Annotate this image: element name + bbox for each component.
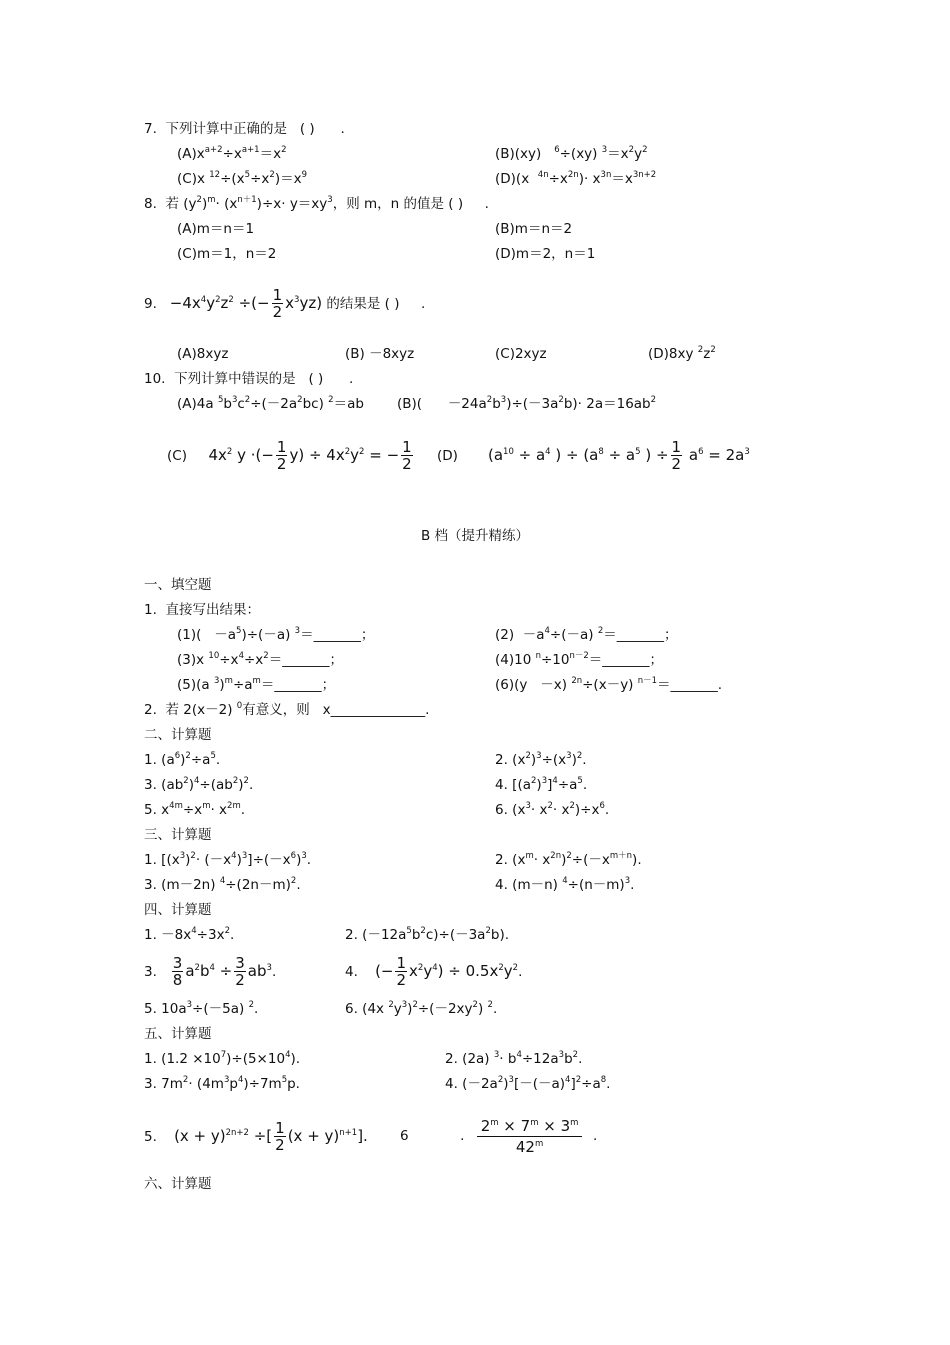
- fraction: $\frac{1}{2}$: [276, 438, 287, 473]
- fraction: $\frac{2^m \times 7^m \times 3^m}{42^m}$: [477, 1116, 583, 1157]
- q10-option-d: (D) ($a^{10} \div a^4$ ) ÷ ($a^8 \div a^5$ ) ÷ $\frac{1}{2}$ $a^6 = 2a^3$: [437, 438, 750, 473]
- s4-q2: 2. $(-12a^5b^2c)\div(-3a^2b)$.: [345, 926, 510, 943]
- s5-q1: 1. $(1.2 \times 10^7)\div(5\times 10^4)$.: [144, 1050, 301, 1067]
- s1-item-6: (6)(y －x) $^{2n}$÷(x－y) $^{n-1}$＝_______.: [495, 676, 723, 693]
- q7-option-a: $(A)x^{a+2}\div x^{a+1}=x^2$: [177, 145, 287, 162]
- q7-option-b: (B)(xy) $^6$÷(xy) $^3=x^2y^2$: [495, 145, 648, 162]
- s5-q2: 2. (2a) $^3\cdot b^4\div 12a^3b^2$.: [445, 1050, 583, 1067]
- q10-option-a: (A)4a $^5b^3c^2\div(-2a^2bc)$ $^2$＝ab: [177, 395, 364, 412]
- fraction: $\frac{3}{8}$: [172, 954, 183, 989]
- s1-item-3: (3)x $^{10}\div x^4\div x^2=\_\_\_\_\_\_\_$；: [177, 651, 343, 668]
- q9-option-a: (A)8xyz: [177, 346, 229, 362]
- s4-q3: 3. $\frac{3}{8}$ $a^2b^4$ ÷ $\frac{3}{2}$ $ab^3$.: [144, 954, 277, 989]
- s1-item-4: (4)10 $^n\div 10^{n-2}=\_\_\_\_\_\_\_$；: [495, 651, 664, 668]
- fraction: $\frac{1}{2}$: [275, 1119, 285, 1154]
- q7-option-c: (C)x $^{12}\div(x^5\div x^2)=x^9$: [177, 170, 307, 187]
- s6-title: 六、计算题: [144, 1176, 212, 1192]
- q8-option-a: (A)m＝n＝1: [177, 221, 255, 237]
- s4-title: 四、计算题: [144, 902, 212, 918]
- s5-title: 五、计算题: [144, 1026, 212, 1042]
- s3-q4: 4. (m－n) $^4\div(n-m)^3$.: [495, 876, 635, 893]
- s3-q2: 2. $(x^m\cdot x^{2n})^2\div(-x^{m+n})$.: [495, 851, 642, 868]
- s1-item-1: (1)( $-a^5)\div(-a)$ $^3$＝_______；: [177, 626, 375, 643]
- s1-q1-stem: 1. 直接写出结果：: [144, 602, 260, 618]
- s5-q6: 6 . $\frac{2^m \times 7^m \times 3^m}{42^m}$ .: [400, 1116, 598, 1156]
- s5-q4: 4. $(-2a^2)^3[-(-a)^4]^2\div a^8$.: [445, 1075, 611, 1092]
- s2-q2: 2. $(x^2)^3\div(x^3)^2$.: [495, 751, 587, 768]
- s4-q5: 5. $10a^3\div(-5a)$ $^2$.: [144, 1000, 259, 1017]
- fraction: $\frac{1}{2}$: [396, 954, 407, 989]
- q7-stem: 7. 下列计算中正确的是 ( ) .: [144, 121, 345, 137]
- s1-q2: 2. 若 2(x－2) $^0$有意义，则 x______________.: [144, 701, 430, 718]
- s3-title: 三、计算题: [144, 827, 212, 843]
- s2-q1: 1. $(a^6)^2\div a^5$.: [144, 751, 221, 768]
- q9-stem: 9. $-4x^4y^2z^2$ ÷(− $\frac{1}{2}$ $x^3yz$) 的结果是 ( ) .: [144, 286, 426, 321]
- q7-option-d: (D)(x $^{4n}\div x^{2n})\cdot x^{3n}=x^{3n+2}$: [495, 170, 657, 187]
- q9-option-c: (C)2xyz: [495, 346, 547, 362]
- q10-option-b: (B)( $-24a^2b^3)\div(-3a^2b)\cdot 2a=16ab^2$: [397, 395, 657, 412]
- s4-q4: 4. (− $\frac{1}{2}$ $x^2y^4) \div 0.5x^2y^2$.: [345, 954, 523, 989]
- s5-q5: 5. $(x + y)^{2n+2}$ ÷[ $\frac{1}{2}$ $(x + y)^{n+1}$].: [144, 1119, 368, 1154]
- q8-option-d: (D)m＝2，n＝1: [495, 246, 596, 262]
- q9-option-b: (B) －8xyz: [345, 346, 415, 362]
- q10-option-c: (C) $4x^2$ y ·(− $\frac{1}{2}$ $y) \div 4x^2y^2$ = − $\frac{1}{2}$: [167, 438, 412, 473]
- fraction: $\frac{1}{2}$: [402, 438, 412, 473]
- s2-q5: 5. $x^{4m}\div x^m\cdot x^{2m}$.: [144, 801, 246, 818]
- s5-q3: 3. $7m^2\cdot (4m^3p^4)\div 7m^5p$.: [144, 1075, 300, 1092]
- q8-stem: 8. 若 $(y^2)^m\cdot (x^{n+1})\div x\cdot y=xy^3$，则 m，n 的值是 ( ) .: [144, 195, 489, 212]
- s1-title: 一、填空题: [144, 577, 212, 593]
- s2-title: 二、计算题: [144, 727, 212, 743]
- q9-option-d: (D)8xy $^2z^2$: [648, 345, 716, 362]
- section-title-b: B 档（提升精练）: [420, 528, 530, 544]
- fraction: $\frac{1}{2}$: [272, 286, 283, 321]
- q8-option-b: (B)m＝n＝2: [495, 221, 573, 237]
- fraction: $\frac{1}{2}$: [671, 438, 682, 473]
- q8-option-c: (C)m＝1，n＝2: [177, 246, 277, 262]
- s1-item-2: $(2) -a^4\div(-a)$ $^2$＝_______；: [495, 626, 678, 643]
- q9-expression: $-4x^4y^2z^2$ ÷(− $\frac{1}{2}$ $x^3yz$): [169, 286, 323, 321]
- s4-q1: 1. $-8x^4\div 3x^2$.: [144, 926, 235, 943]
- fraction: $\frac{3}{2}$: [235, 954, 245, 989]
- s1-item-5: (5)(a $^3)^m\div a^m=\_\_\_\_\_\_\_$；: [177, 676, 336, 693]
- s2-q4: 4. $[(a^2)^3]^4\div a^5$.: [495, 776, 588, 793]
- s2-q6: 6. $(x^3\cdot x^2\cdot x^2)\div x^6$.: [495, 801, 610, 818]
- s2-q3: 3. $(ab^2)^4\div(ab^2)^2$.: [144, 776, 254, 793]
- s3-q1: 1. $[(x^3)^2\cdot (-x^4)^3]\div(-x^6)^3$.: [144, 851, 312, 868]
- s3-q3: 3. (m－2n) $^4\div(2n-m)^2$.: [144, 876, 301, 893]
- q10-stem: 10. 下列计算中错误的是 ( ) .: [144, 371, 354, 387]
- s4-q6: 6. (4x $^2y^3)^2\div(-2xy^2)$ $^2$.: [345, 1000, 498, 1017]
